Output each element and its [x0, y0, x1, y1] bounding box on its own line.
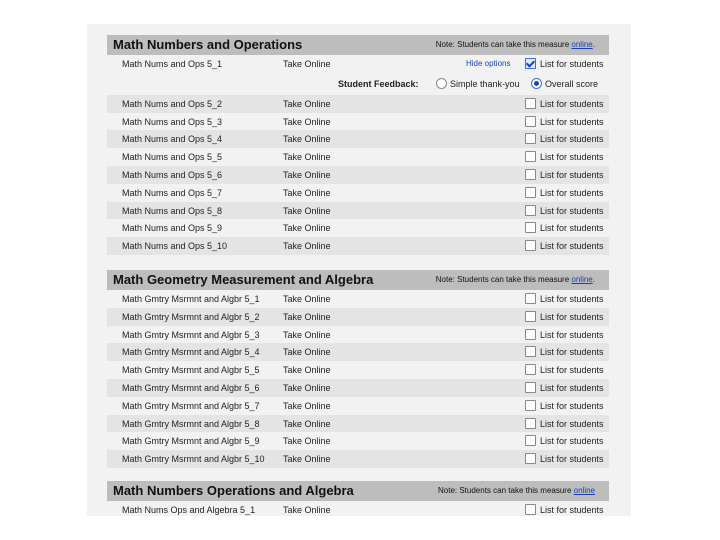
radio-label: Overall score [545, 78, 599, 89]
measure-name: Math Gmtry Msrmnt and Algbr 5_2 [122, 311, 260, 322]
list-for-students-label: List for students [540, 365, 604, 376]
measure-name: Math Gmtry Msrmnt and Algbr 5_6 [122, 382, 260, 393]
measure-name: Math Gmtry Msrmnt and Algbr 5_1 [122, 294, 260, 304]
list-for-students-toggle[interactable] [525, 418, 604, 429]
measure-row [107, 237, 609, 255]
measure-row [107, 450, 609, 468]
online-link[interactable]: online [571, 275, 593, 284]
measure-name: Math Nums and Ops 5_1 [122, 59, 223, 69]
take-online-link[interactable]: Take Online [283, 382, 331, 393]
measure-row [107, 148, 609, 166]
take-online-link[interactable]: Take Online [283, 169, 331, 180]
checkbox[interactable] [525, 382, 536, 393]
section-math-geometry-measurement-algebra [107, 270, 609, 468]
measure-row [107, 432, 609, 450]
list-for-students-label: List for students [540, 152, 604, 163]
take-online-link[interactable]: Take Online [283, 205, 331, 216]
list-for-students-label: List for students [540, 400, 604, 411]
measure-name: Math Nums and Ops 5_2 [122, 98, 223, 109]
list-for-students-toggle[interactable] [525, 364, 604, 375]
measure-row [107, 219, 609, 237]
list-for-students-label: List for students [540, 223, 604, 234]
list-for-students-toggle[interactable] [525, 293, 604, 304]
list-for-students-label: List for students [540, 59, 604, 69]
measure-row [107, 184, 609, 202]
list-for-students-label: List for students [540, 169, 604, 180]
feedback-option-simple[interactable] [436, 78, 520, 89]
checkbox[interactable] [525, 187, 536, 198]
list-for-students-label: List for students [540, 134, 604, 145]
measure-row [107, 113, 609, 131]
measure-name: Math Nums and Ops 5_8 [122, 205, 223, 216]
measure-row [107, 361, 609, 379]
measure-row [107, 326, 609, 344]
list-for-students-toggle[interactable] [525, 311, 604, 322]
list-for-students-toggle[interactable] [525, 504, 604, 515]
list-for-students-toggle[interactable] [525, 169, 604, 180]
note-text: Note: Students can take this measure [435, 40, 572, 49]
feedback-option-overall[interactable] [531, 78, 598, 89]
note-text: Note: Students can take this measure [438, 486, 574, 495]
list-for-students-label: List for students [540, 329, 604, 340]
list-for-students-label: List for students [540, 418, 604, 429]
radio-button[interactable] [531, 78, 542, 89]
measure-row [107, 343, 609, 361]
measure-name: Math Gmtry Msrmnt and Algbr 5_9 [122, 436, 260, 447]
measure-name: Math Nums and Ops 5_6 [122, 169, 223, 180]
checkbox[interactable] [525, 364, 536, 375]
section-header [107, 35, 609, 55]
measure-name: Math Nums and Ops 5_9 [122, 223, 223, 234]
take-online-link[interactable]: Take Online [283, 311, 331, 322]
take-online-link[interactable]: Take Online [283, 505, 331, 515]
list-for-students-label: List for students [540, 505, 604, 515]
measure-row [107, 55, 609, 73]
checkbox[interactable] [525, 346, 536, 357]
section-title: Math Numbers Operations and Algebra [113, 483, 354, 498]
online-link[interactable]: online [571, 40, 593, 49]
section-note [438, 486, 595, 495]
measures-panel [87, 24, 631, 516]
checkbox[interactable] [525, 453, 536, 464]
note-text: Note: Students can take this measure [435, 275, 572, 284]
list-for-students-toggle[interactable] [525, 187, 604, 198]
radio-label: Simple thank-you [450, 78, 520, 89]
list-for-students-label: List for students [540, 294, 604, 304]
measure-name: Math Nums and Ops 5_5 [122, 152, 223, 163]
section-header [107, 481, 609, 501]
checkbox[interactable] [525, 400, 536, 411]
section-title: Math Geometry Measurement and Algebra [113, 272, 374, 287]
measure-row [107, 501, 609, 516]
section-math-numbers-operations [107, 35, 609, 255]
checkbox[interactable] [525, 240, 536, 251]
hide-options-link[interactable]: Hide options [466, 59, 511, 68]
checkbox[interactable] [525, 205, 536, 216]
checkbox[interactable] [525, 504, 536, 515]
list-for-students-toggle[interactable] [525, 116, 604, 127]
take-online-link[interactable]: Take Online [283, 418, 331, 429]
note-suffix: . [592, 275, 595, 284]
measure-name: Math Nums and Ops 5_10 [122, 241, 228, 252]
section-header [107, 270, 609, 290]
measure-row [107, 397, 609, 415]
checkbox[interactable] [525, 311, 536, 322]
list-for-students-label: List for students [540, 187, 604, 198]
checkbox[interactable] [525, 435, 536, 446]
checkbox[interactable] [525, 418, 536, 429]
list-for-students-toggle[interactable] [525, 329, 604, 340]
take-online-link[interactable]: Take Online [283, 294, 331, 304]
checkbox[interactable] [525, 329, 536, 340]
section-note [436, 275, 595, 284]
checkbox[interactable] [525, 116, 536, 127]
list-for-students-toggle[interactable] [525, 133, 604, 144]
list-for-students-label: List for students [540, 241, 604, 252]
list-for-students-toggle[interactable] [525, 453, 604, 464]
take-online-link[interactable]: Take Online [283, 347, 331, 358]
measure-row [107, 379, 609, 397]
checkbox[interactable] [525, 169, 536, 180]
measure-name: Math Gmtry Msrmnt and Algbr 5_5 [122, 365, 260, 376]
list-for-students-label: List for students [540, 311, 604, 322]
list-for-students-toggle[interactable] [525, 205, 604, 216]
measure-name: Math Nums and Ops 5_4 [122, 134, 223, 145]
list-for-students-label: List for students [540, 98, 604, 109]
measure-row [107, 95, 609, 113]
student-feedback-row [107, 73, 609, 95]
take-online-link[interactable]: Take Online [283, 116, 331, 127]
measure-name: Math Nums and Ops 5_7 [122, 187, 223, 198]
section-math-numbers-operations-algebra [107, 481, 609, 516]
list-for-students-toggle[interactable] [525, 98, 604, 109]
radio-button[interactable] [436, 78, 447, 89]
take-online-link[interactable]: Take Online [283, 223, 331, 234]
list-for-students-toggle[interactable] [525, 240, 604, 251]
list-for-students-toggle[interactable] [525, 346, 604, 357]
checkbox[interactable] [525, 151, 536, 162]
take-online-link[interactable]: Take Online [283, 329, 331, 340]
list-for-students-toggle[interactable] [525, 382, 604, 393]
take-online-link[interactable]: Take Online [283, 187, 331, 198]
student-feedback-label: Student Feedback: [338, 78, 419, 89]
measure-row [107, 308, 609, 326]
take-online-link[interactable]: Take Online [283, 152, 331, 163]
take-online-link[interactable]: Take Online [283, 400, 331, 411]
take-online-link[interactable]: Take Online [283, 436, 331, 447]
take-online-link[interactable]: Take Online [283, 454, 331, 465]
take-online-link[interactable]: Take Online [283, 59, 331, 69]
list-for-students-label: List for students [540, 205, 604, 216]
checkbox[interactable] [525, 98, 536, 109]
list-for-students-label: List for students [540, 116, 604, 127]
measure-name: Math Gmtry Msrmnt and Algbr 5_4 [122, 347, 260, 358]
checkbox[interactable] [525, 222, 536, 233]
list-for-students-toggle[interactable] [525, 58, 604, 69]
measure-name: Math Nums Ops and Algebra 5_1 [122, 505, 256, 515]
online-link[interactable]: online [573, 486, 595, 495]
measure-name: Math Gmtry Msrmnt and Algbr 5_3 [122, 329, 260, 340]
section-note [436, 40, 595, 49]
measure-row [107, 290, 609, 308]
take-online-link[interactable]: Take Online [283, 365, 331, 376]
checkbox[interactable] [525, 293, 536, 304]
take-online-link[interactable]: Take Online [283, 134, 331, 145]
list-for-students-label: List for students [540, 347, 604, 358]
list-for-students-label: List for students [540, 436, 604, 447]
measure-row [107, 202, 609, 220]
measure-name: Math Gmtry Msrmnt and Algbr 5_8 [122, 418, 260, 429]
measure-name: Math Gmtry Msrmnt and Algbr 5_10 [122, 454, 265, 465]
list-for-students-toggle[interactable] [525, 222, 604, 233]
take-online-link[interactable]: Take Online [283, 98, 331, 109]
list-for-students-toggle[interactable] [525, 435, 604, 446]
note-suffix: . [592, 40, 595, 49]
list-for-students-toggle[interactable] [525, 400, 604, 411]
measure-row [107, 415, 609, 433]
measure-name: Math Nums and Ops 5_3 [122, 116, 223, 127]
measure-row [107, 166, 609, 184]
take-online-link[interactable]: Take Online [283, 241, 331, 252]
checkbox[interactable] [525, 133, 536, 144]
checkbox[interactable] [525, 58, 536, 69]
list-for-students-label: List for students [540, 382, 604, 393]
measure-row [107, 130, 609, 148]
section-title: Math Numbers and Operations [113, 37, 303, 52]
list-for-students-label: List for students [540, 454, 604, 465]
measure-name: Math Gmtry Msrmnt and Algbr 5_7 [122, 400, 260, 411]
list-for-students-toggle[interactable] [525, 151, 604, 162]
